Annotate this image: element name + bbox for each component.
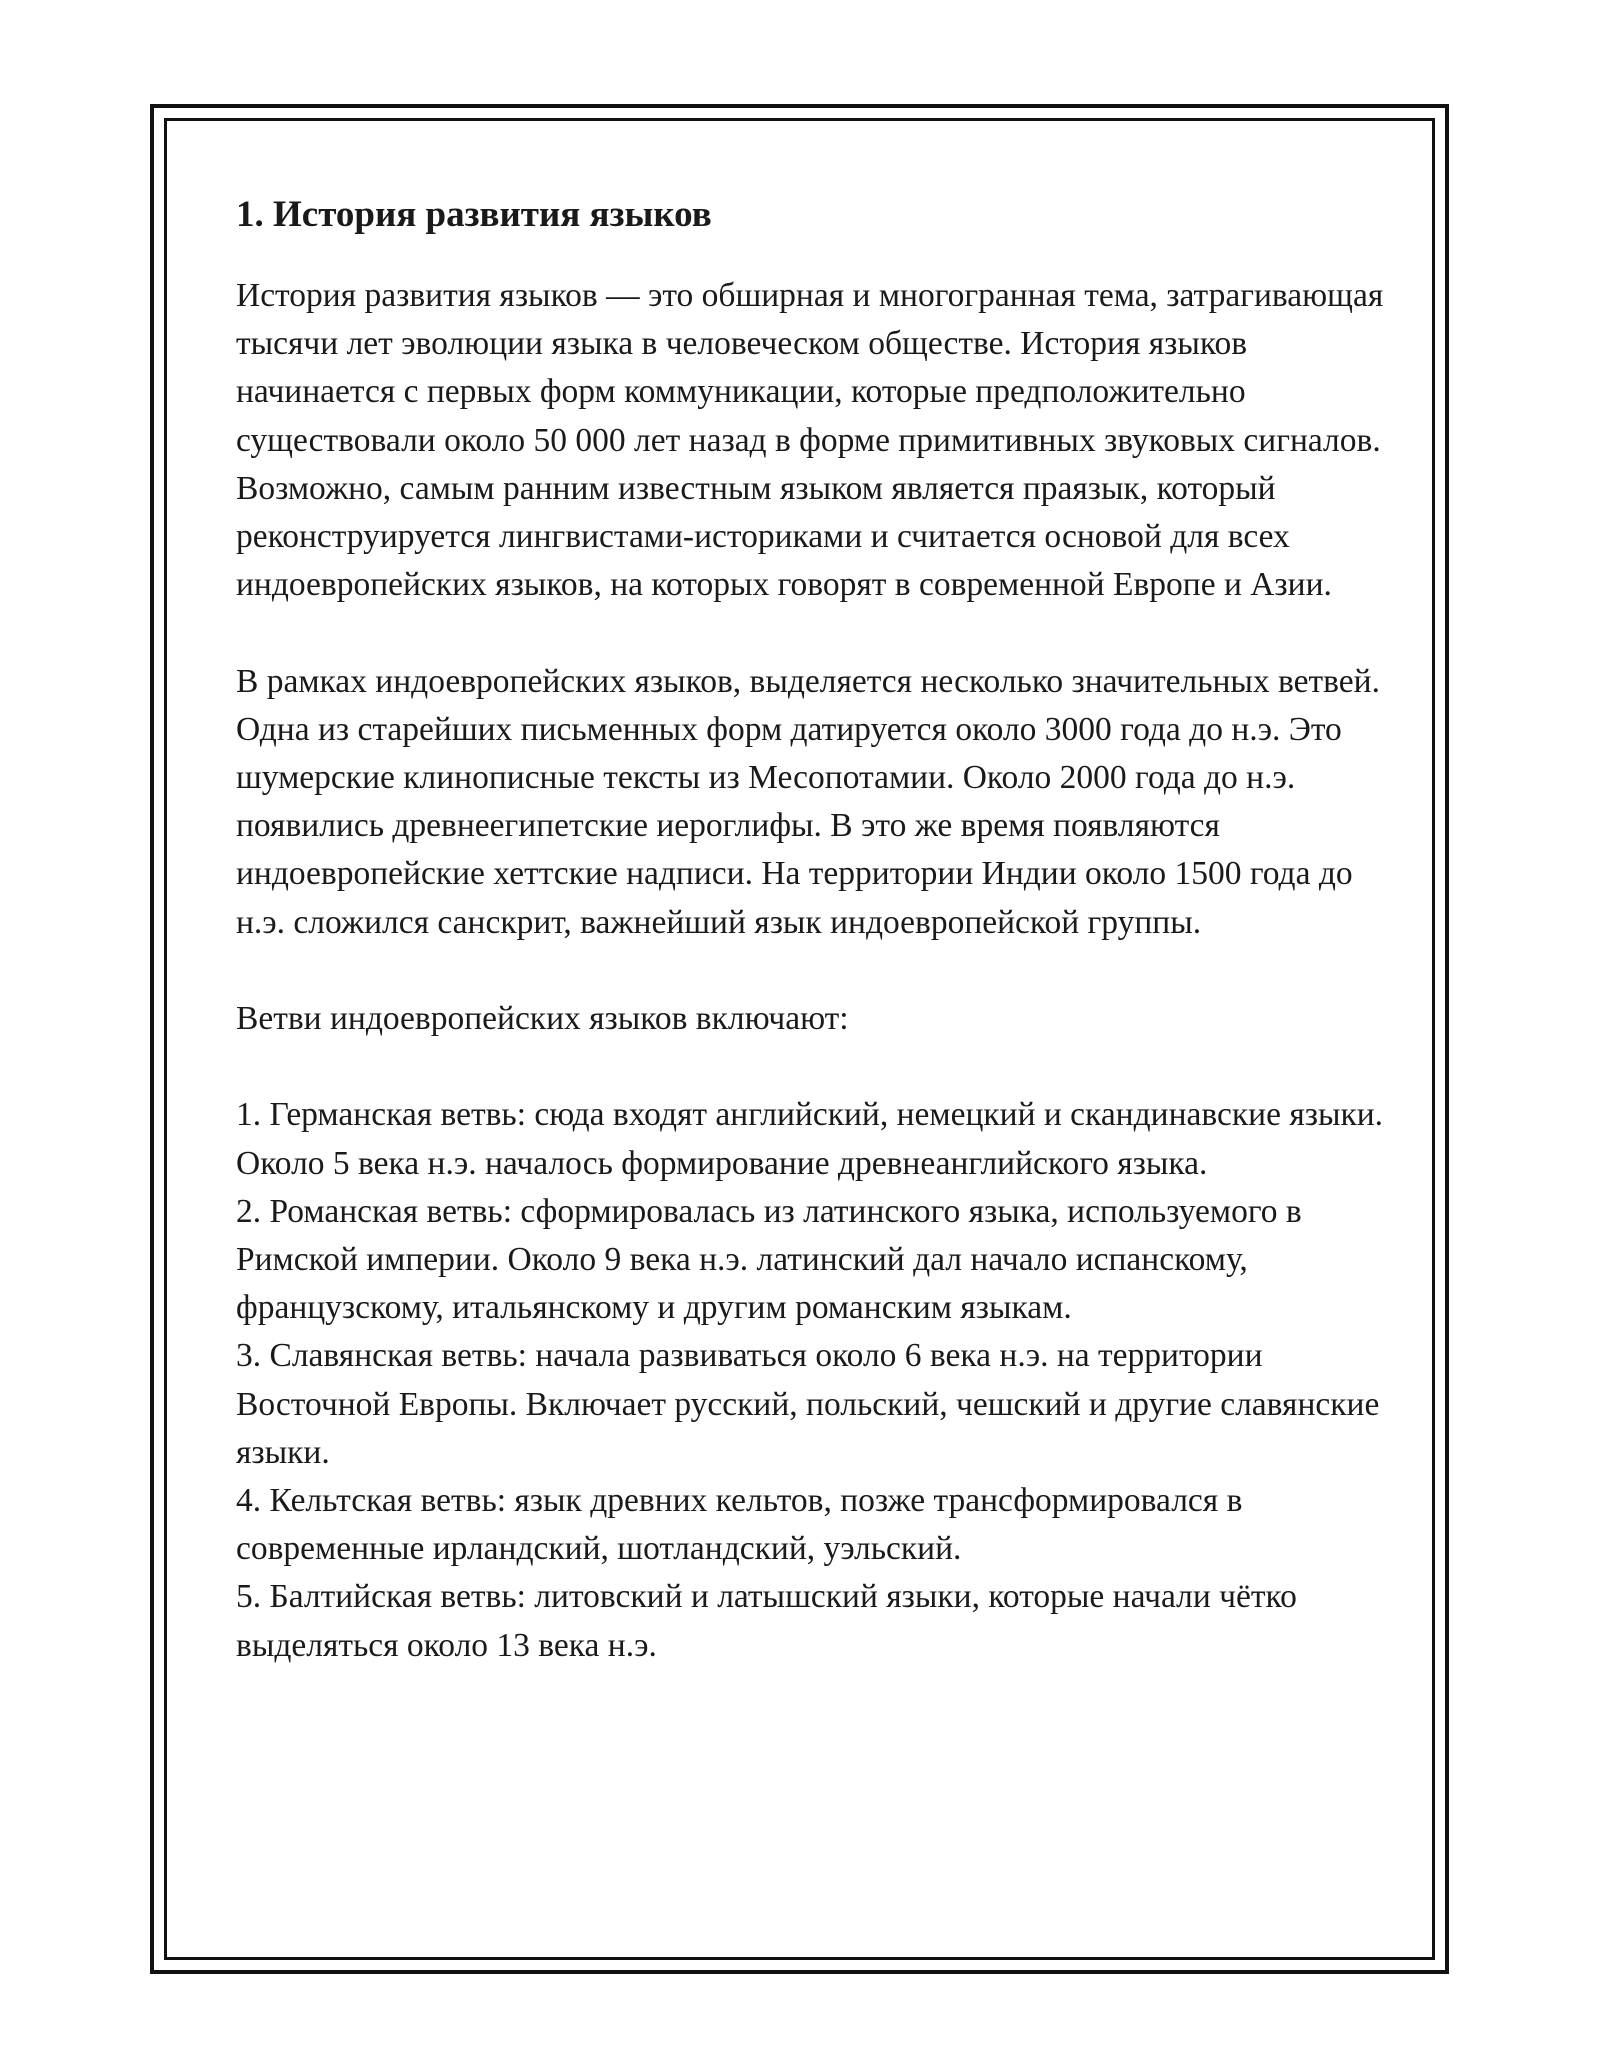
paragraph-branches-lead: Ветви индоевропейских языков включают: (236, 1000, 849, 1038)
paragraph-branches-overview: В рамках индоевропейских языков, выделяется несколько значительных ветвей. Одна из старейших письменных форм датируется около 3000 года до н.э. Это шумерские клинописные тексты из Месопотамии. Около 2000 года до н.э. появились древнеегипетские иероглифы. В это же время появляются индоевропейские хеттские надписи. На территории Индии около 1500 года до н.э. сложился санскрит, важнейший язык индоевропейской группы. (236, 662, 1380, 941)
list-item-slavic: 3. Славянская ветвь: начала развиваться около 6 века н.э. на территории Восточной Европы. Включает русский, польский, чешский и другие славянские языки. (236, 1337, 1380, 1471)
list-item-celtic: 4. Кельтская ветвь: язык древних кельтов, позже трансформировался в современные ирландский, шотландский, уэльский. (236, 1482, 1243, 1568)
list-item-germanic: 1. Германская ветвь: сюда входят английский, немецкий и скандинавские языки. Около 5 века н.э. началось формирование древнеанглийского языка. (236, 1096, 1384, 1182)
list-item-romance: 2. Романская ветвь: сформировалась из латинского языка, используемого в Римской империи. Около 9 века н.э. латинский дал начало испанскому, французскому, итальянскому и другим романским языкам. (236, 1192, 1302, 1327)
branch-list (236, 1091, 1416, 1669)
document-body (236, 190, 1416, 1670)
list-item-baltic: 5. Балтийская ветвь: литовский и латышский языки, которые начали чётко выделяться около 13 века н.э. (236, 1578, 1297, 1664)
section-heading: 1. История развития языков (236, 194, 712, 235)
paragraph-intro: История развития языков — это обширная и многогранная тема, затрагивающая тысячи лет эволюции языка в человеческом обществе. История языков начинается с первых форм коммуникации, которые предположительно существовали около 50 000 лет назад в форме примитивных звуковых сигналов. Возможно, самым ранним известным языком является праязык, который реконструируется лингвистами-историками и считается основой для всех индоевропейских языков, на которых говорят в современной Европе и Азии. (236, 277, 1384, 604)
